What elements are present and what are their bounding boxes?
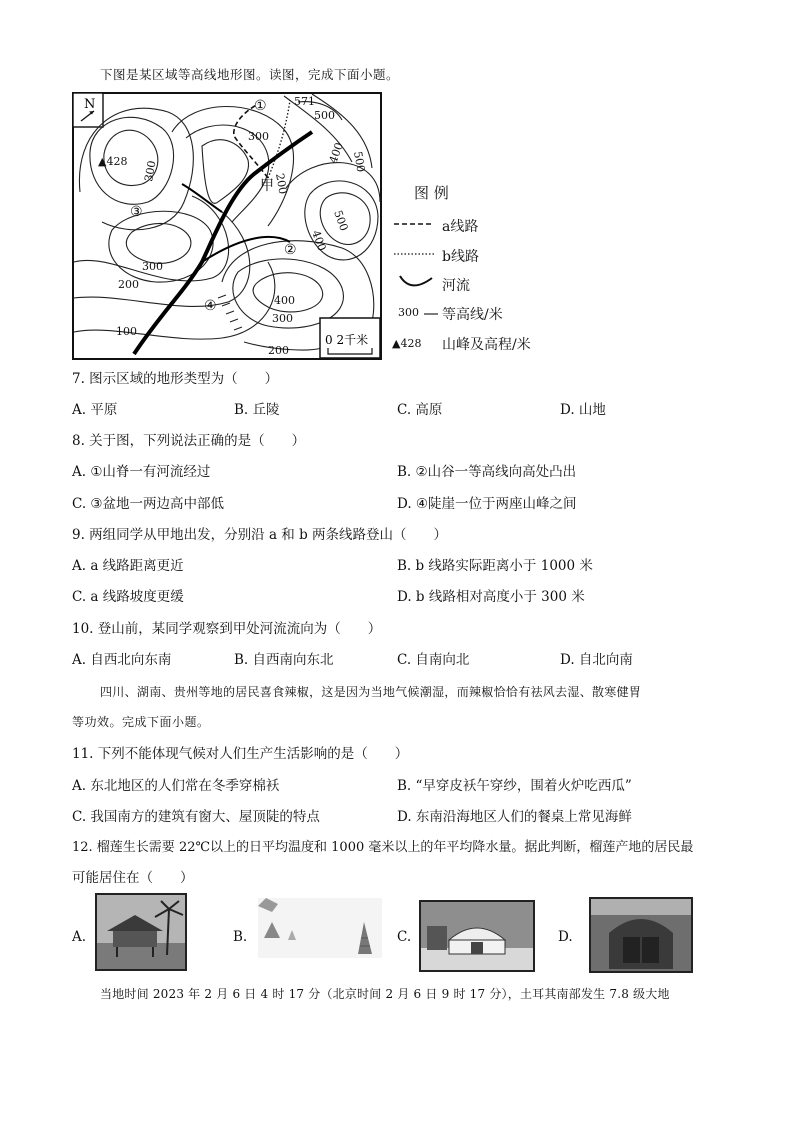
- q12-option-a[interactable]: A.: [72, 929, 87, 945]
- legend-peak: 山峰及高程/米: [442, 337, 531, 353]
- contour-label: 200: [118, 278, 139, 291]
- q8-option-a[interactable]: A. ①山脊一有河流经过: [72, 464, 211, 480]
- contour-label: 400: [274, 294, 295, 307]
- q7-stem: 7. 图示区域的地形类型为（ ）: [72, 371, 279, 387]
- legend-river: 河流: [442, 278, 470, 294]
- q9-option-d[interactable]: D. b 线路相对高度小于 300 米: [397, 589, 585, 605]
- q9-option-b[interactable]: B. b 线路实际距离小于 1000 米: [397, 558, 593, 574]
- contour-label: 300: [248, 130, 269, 143]
- q7-option-a[interactable]: A. 平原: [72, 402, 118, 418]
- contour-label: 500: [331, 208, 351, 233]
- contour-label: 100: [116, 325, 137, 338]
- q10-option-d[interactable]: D. 自北向南: [560, 652, 633, 668]
- q8-stem: 8. 关于图，下列说法正确的是（ ）: [72, 433, 306, 449]
- contour-label: 400: [326, 140, 347, 166]
- marker-4: ④: [204, 298, 217, 314]
- q12-option-d[interactable]: D.: [558, 929, 573, 945]
- peak-label: ▲428: [98, 155, 128, 168]
- marker-1: ①: [254, 98, 267, 114]
- q11-option-b[interactable]: B. “早穿皮袄午穿纱，围着火炉吃西瓜”: [397, 778, 632, 794]
- river-symbol-icon: [400, 276, 432, 285]
- contour-label: 200: [273, 172, 290, 196]
- marker-2: ②: [284, 242, 297, 258]
- legend-contour: 等高线/米: [442, 307, 503, 323]
- contour-label: 500: [351, 150, 368, 174]
- intro-text-3: 当地时间 2023 年 2 月 6 日 4 时 17 分（北京时间 2 月 6 日 9 时 17 分），土耳其南部发生 7.8 级大地: [100, 987, 670, 1001]
- location-jia: 甲: [260, 178, 274, 194]
- intro-text: 下图是某区域等高线地形图。读图，完成下面小题。: [100, 67, 400, 82]
- q10-option-a[interactable]: A. 自西北向东南: [72, 652, 172, 668]
- q10-option-b[interactable]: B. 自西南向东北: [234, 652, 334, 668]
- north-label: N: [84, 97, 96, 112]
- q11-option-a[interactable]: A. 东北地区的人们常在冬季穿棉袄: [72, 778, 280, 794]
- q8-option-c[interactable]: C. ③盆地一两边高中部低: [72, 496, 225, 512]
- q12-option-c[interactable]: C.: [397, 929, 412, 945]
- photo-yurt[interactable]: [419, 900, 535, 972]
- contour-label: 500: [314, 109, 335, 122]
- q12-stem-2: 可能居住在（ ）: [72, 870, 194, 886]
- photo-cave-dwelling[interactable]: [589, 897, 693, 973]
- contour-label: 300: [142, 260, 163, 273]
- q8-option-b[interactable]: B. ②山谷一等高线向高处凸出: [397, 464, 577, 480]
- q11-stem: 11. 下列不能体现气候对人们生产生活影响的是（ ）: [72, 746, 409, 762]
- marker-3: ③: [130, 204, 143, 220]
- legend-contour-value: 300: [398, 306, 419, 319]
- photo-snow-scene[interactable]: [258, 898, 382, 958]
- q9-stem: 9. 两组同学从甲地出发，分别沿 a 和 b 两条线路登山（ ）: [72, 527, 448, 543]
- contour-label: 571: [294, 95, 315, 108]
- intro-text-2b: 等功效。完成下面小题。: [72, 715, 210, 729]
- legend-peak-value: ▲428: [392, 337, 422, 350]
- q9-option-c[interactable]: C. a 线路坡度更缓: [72, 589, 184, 605]
- contour-label: 200: [268, 344, 289, 357]
- scale-label: 0 2千米: [325, 333, 369, 347]
- legend-a-route: a线路: [442, 219, 479, 235]
- intro-text-2: 四川、湖南、贵州等地的居民喜食辣椒，这是因为当地气候潮湿，而辣椒恰恰有祛风去湿、散寒健胃: [100, 685, 642, 699]
- q9-option-a[interactable]: A. a 线路距离更近: [72, 558, 184, 574]
- contour-label: 400: [309, 228, 329, 253]
- q7-option-d[interactable]: D. 山地: [560, 402, 606, 418]
- q12-stem: 12. 榴莲生长需要 22℃以上的日平均温度和 1000 毫米以上的年平均降水量。据此判断，榴莲产地的居民最: [72, 840, 694, 855]
- q11-option-c[interactable]: C. 我国南方的建筑有窗大、屋顶陡的特点: [72, 809, 320, 825]
- contour-label: 300: [272, 312, 293, 325]
- q7-option-c[interactable]: C. 高原: [397, 402, 443, 418]
- q10-stem: 10. 登山前，某同学观察到甲处河流流向为（ ）: [72, 621, 382, 637]
- q10-option-c[interactable]: C. 自南向北: [397, 652, 470, 668]
- contour-label: 300: [142, 159, 159, 183]
- q11-option-d[interactable]: D. 东南沿海地区人们的餐桌上常见海鲜: [397, 809, 632, 825]
- contour-map: [72, 92, 382, 360]
- legend-title: 图 例: [414, 184, 449, 202]
- legend-b-route: b线路: [442, 249, 479, 265]
- q8-option-d[interactable]: D. ④陡崖一位于两座山峰之间: [397, 496, 577, 512]
- q12-option-b[interactable]: B.: [233, 929, 248, 945]
- q7-option-b[interactable]: B. 丘陵: [234, 402, 280, 418]
- map-legend: [392, 178, 572, 358]
- photo-tropical-stilt-house[interactable]: [95, 893, 187, 971]
